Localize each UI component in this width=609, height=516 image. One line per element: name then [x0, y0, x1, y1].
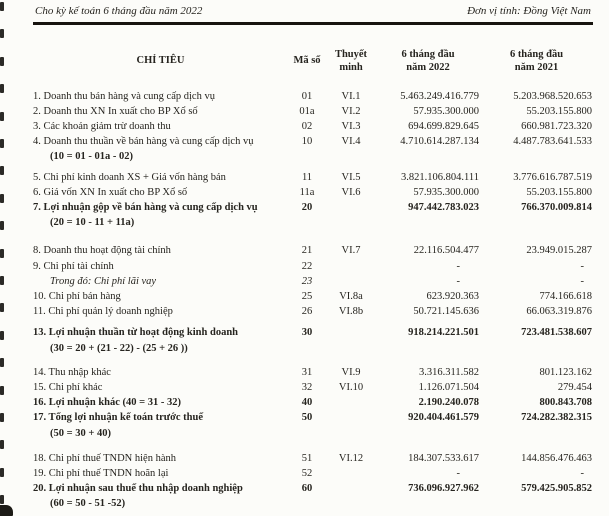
column-header-2021-line2: năm 2021: [514, 61, 559, 73]
row-value-2021: 3.776.616.787.519: [513, 171, 592, 183]
row-value-2021: 23.949.015.287: [526, 245, 592, 257]
row-label-text: Trong đó: Chi phí lãi vay: [50, 275, 157, 287]
binding-mark: [0, 194, 4, 203]
row-note: VI.12: [338, 452, 364, 464]
row-code: 25: [301, 290, 313, 302]
column-header-2022-line2: năm 2022: [406, 61, 450, 73]
row-value-2022: 3.316.311.582: [419, 366, 479, 378]
binding-mark: [0, 221, 4, 230]
table-row: [33, 481, 593, 511]
row-value-2021: 66.063.319.876: [526, 306, 592, 318]
row-value-2022: 57.935.300.000: [413, 186, 479, 198]
table-row: [33, 243, 593, 258]
row-note: VI.5: [341, 171, 361, 183]
row-label: [33, 259, 288, 274]
row-value-2021: 4.487.783.641.533: [513, 136, 592, 148]
row-code: 20: [301, 201, 313, 213]
row-label-text: 16. Lợi nhuận khác (40 = 31 - 32): [33, 397, 182, 409]
row-label: [33, 134, 288, 164]
row-value-2021: 55.203.155.800: [526, 186, 592, 198]
row-value-2022: 623.920.363: [426, 290, 479, 302]
row-note: [326, 274, 376, 289]
row-label: [33, 274, 288, 289]
table-row: [33, 304, 593, 319]
binding-mark: [0, 358, 4, 367]
row-code: 26: [301, 306, 313, 318]
column-header-2021-line1: 6 tháng đầu: [509, 48, 564, 60]
row-note: [326, 200, 376, 230]
row-note: VI.9: [341, 366, 361, 378]
binding-mark: [0, 331, 4, 340]
row-value-2021: 723.481.538.607: [521, 327, 592, 339]
row-value-2021: 144.856.476.463: [521, 452, 592, 464]
row-label: [33, 170, 288, 185]
row-label: [33, 410, 288, 440]
row-note: VI.4: [341, 136, 361, 148]
row-value-2022: -: [456, 275, 460, 287]
row-code: 01: [301, 90, 313, 102]
row-note: VI.7: [341, 245, 361, 257]
binding-mark: [0, 2, 4, 11]
row-label-text: 13. Lợi nhuận thuần từ hoạt động kinh doanh: [33, 327, 239, 339]
row-value-2021: 579.425.905.852: [521, 483, 592, 495]
row-label: [33, 481, 288, 511]
row-note: VI.6: [341, 186, 361, 198]
accounting-period-text: Cho kỳ kế toán 6 tháng đầu năm 2022: [35, 5, 203, 17]
row-value-2021: 801.123.162: [539, 366, 592, 378]
table-row: [33, 410, 593, 440]
row-code: 32: [301, 381, 313, 393]
row-value-2021: -: [580, 467, 584, 479]
row-label: [33, 466, 288, 481]
binding-mark: [0, 413, 4, 422]
table-row: [33, 104, 593, 119]
row-label-text: 20. Lợi nhuận sau thuế thu nhập doanh nghiệp: [33, 483, 243, 495]
row-code: 23: [301, 275, 313, 287]
scan-artifact-blob: [0, 505, 13, 516]
row-note: VI.8b: [338, 306, 364, 318]
table-row: [33, 259, 593, 274]
column-header-note: [326, 48, 376, 74]
row-value-2021: 279.454: [557, 381, 592, 393]
row-code: 30: [301, 327, 313, 339]
column-header-note-line2: minh: [339, 61, 363, 73]
row-value-2021: 724.282.382.315: [521, 412, 592, 424]
row-note: VI.3: [341, 120, 361, 132]
document-header: [33, 3, 593, 20]
row-formula: (10 = 01 - 01a - 02): [50, 151, 133, 163]
row-label-text: 15. Chi phí khác: [33, 381, 103, 393]
row-label: [33, 304, 288, 319]
table-body: [33, 89, 593, 512]
table-row: [33, 395, 593, 410]
row-label: [33, 380, 288, 395]
row-code: 10: [301, 136, 313, 148]
row-code: 11a: [299, 186, 315, 198]
binding-mark: [0, 57, 4, 66]
table-row: [33, 200, 593, 230]
row-note: [326, 410, 376, 440]
row-label-text: 8. Doanh thu hoạt động tài chính: [33, 245, 171, 257]
row-note: [326, 466, 376, 481]
row-value-2022: -: [456, 260, 460, 272]
row-label-text: 7. Lợi nhuận gộp về bán hàng và cung cấp dịch vụ: [33, 201, 258, 213]
row-note: [326, 259, 376, 274]
row-note: VI.8a: [339, 290, 363, 302]
binding-mark: [0, 303, 4, 312]
header-rule: [33, 22, 593, 25]
row-note: [326, 481, 376, 511]
row-formula: (20 = 10 - 11 + 11a): [50, 217, 135, 229]
table-row: [33, 274, 593, 289]
row-code: 11: [301, 171, 313, 183]
row-label-text: 4. Doanh thu thuần về bán hàng và cung cấp dịch vụ: [33, 136, 254, 148]
row-note: VI.1: [341, 90, 361, 102]
row-value-2021: 766.370.009.814: [521, 201, 592, 213]
table-row: [33, 451, 593, 466]
binding-mark: [0, 495, 4, 504]
row-label-text: 10. Chi phí bán hàng: [33, 290, 121, 302]
row-code: 40: [301, 397, 313, 409]
currency-unit-text: Đơn vị tính: Đồng Việt Nam: [467, 5, 591, 17]
row-value-2022: 50.721.145.636: [413, 306, 479, 318]
row-label-text: 14. Thu nhập khác: [33, 366, 111, 378]
binding-mark: [0, 139, 4, 148]
column-header-item: CHỈ TIÊU: [136, 55, 185, 66]
row-value-2021: 55.203.155.800: [526, 105, 592, 117]
row-value-2022: 3.821.106.804.111: [401, 171, 479, 183]
row-note: [326, 395, 376, 410]
row-value-2022: 736.096.927.962: [408, 483, 479, 495]
table-row: [33, 289, 593, 304]
row-label-text: 1. Doanh thu bán hàng và cung cấp dịch vụ: [33, 90, 215, 102]
row-formula: (30 = 20 + (21 - 22) - (25 + 26 )): [50, 342, 188, 354]
row-value-2022: 947.442.783.023: [408, 201, 479, 213]
binding-mark: [0, 386, 4, 395]
row-value-2022: 694.699.829.645: [408, 120, 479, 132]
row-value-2022: 22.116.504.477: [413, 245, 479, 257]
row-value-2022: 4.710.614.287.134: [400, 136, 479, 148]
binding-mark: [0, 276, 4, 285]
row-code: 21: [301, 245, 313, 257]
table-row: [33, 185, 593, 200]
row-value-2022: 57.935.300.000: [413, 105, 479, 117]
row-value-2022: -: [456, 467, 460, 479]
row-label: [33, 395, 288, 410]
column-header-2022: [376, 48, 480, 74]
column-header-code: Mã số: [293, 55, 321, 66]
row-note: [326, 325, 376, 355]
row-label-text: 3. Các khoản giảm trừ doanh thu: [33, 120, 171, 132]
column-header-2022-line1: 6 tháng đầu: [401, 48, 455, 60]
binding-mark: [0, 84, 4, 93]
table-row: [33, 380, 593, 395]
row-code: 50: [301, 412, 313, 424]
row-value-2022: 1.126.071.504: [418, 381, 479, 393]
row-value-2022: 918.214.221.501: [408, 327, 479, 339]
row-value-2022: 184.307.533.617: [408, 452, 479, 464]
table-row: [33, 119, 593, 134]
row-label: [33, 200, 288, 230]
row-code: 01a: [299, 105, 315, 117]
row-label: [33, 185, 288, 200]
row-label: [33, 119, 288, 134]
row-code: 51: [301, 452, 313, 464]
row-code: 02: [301, 120, 313, 132]
row-value-2022: 920.404.461.579: [408, 412, 479, 424]
row-label: [33, 243, 288, 258]
table-row: [33, 134, 593, 164]
row-label: [33, 289, 288, 304]
row-value-2022: 5.463.249.416.779: [400, 90, 479, 102]
binding-mark: [0, 29, 4, 38]
row-formula: (50 = 30 + 40): [50, 427, 111, 439]
table-header-row: [33, 40, 593, 82]
row-value-2021: 800.843.708: [539, 397, 592, 409]
row-label-text: 11. Chi phí quản lý doanh nghiệp: [33, 306, 173, 318]
row-label-text: 2. Doanh thu XN In xuất cho BP Xổ số: [33, 105, 198, 117]
row-code: 22: [301, 260, 313, 272]
table-row: [33, 466, 593, 481]
row-label: [33, 325, 288, 355]
row-label-text: 18. Chi phí thuế TNDN hiện hành: [33, 452, 177, 464]
row-label-text: 6. Giá vốn XN In xuất cho BP Xổ số: [33, 186, 188, 198]
row-value-2021: -: [580, 260, 584, 272]
binding-mark: [0, 440, 4, 449]
row-code: 31: [301, 366, 313, 378]
row-value-2021: 5.203.968.520.653: [513, 90, 592, 102]
row-code: 60: [301, 483, 313, 495]
row-formula: (60 = 50 - 51 -52): [50, 498, 126, 510]
row-label: [33, 89, 288, 104]
binding-mark: [0, 166, 4, 175]
row-value-2022: 2.190.240.078: [418, 397, 479, 409]
column-header-note-line1: Thuyết: [334, 48, 368, 60]
binding-mark: [0, 249, 4, 258]
row-value-2021: -: [580, 275, 584, 287]
row-code: 52: [301, 467, 313, 479]
row-label-text: 19. Chi phí thuế TNDN hoãn lại: [33, 467, 169, 479]
table-row: [33, 89, 593, 104]
column-header-2021: [480, 48, 593, 74]
row-value-2021: 774.166.618: [539, 290, 592, 302]
row-label-text: 17. Tổng lợi nhuận kế toán trước thuế: [33, 412, 204, 424]
row-label: [33, 451, 288, 466]
row-label: [33, 104, 288, 119]
table-row: [33, 325, 593, 355]
row-label: [33, 365, 288, 380]
binding-mark: [0, 468, 4, 477]
row-note: VI.10: [338, 381, 364, 393]
binding-mark: [0, 112, 4, 121]
row-label-text: 9. Chi phí tài chính: [33, 260, 114, 272]
row-value-2021: 660.981.723.320: [521, 120, 592, 132]
table-row: [33, 365, 593, 380]
row-note: VI.2: [341, 105, 361, 117]
row-label-text: 5. Chi phí kinh doanh XS + Giá vốn hàng bán: [33, 171, 226, 183]
table-row: [33, 170, 593, 185]
